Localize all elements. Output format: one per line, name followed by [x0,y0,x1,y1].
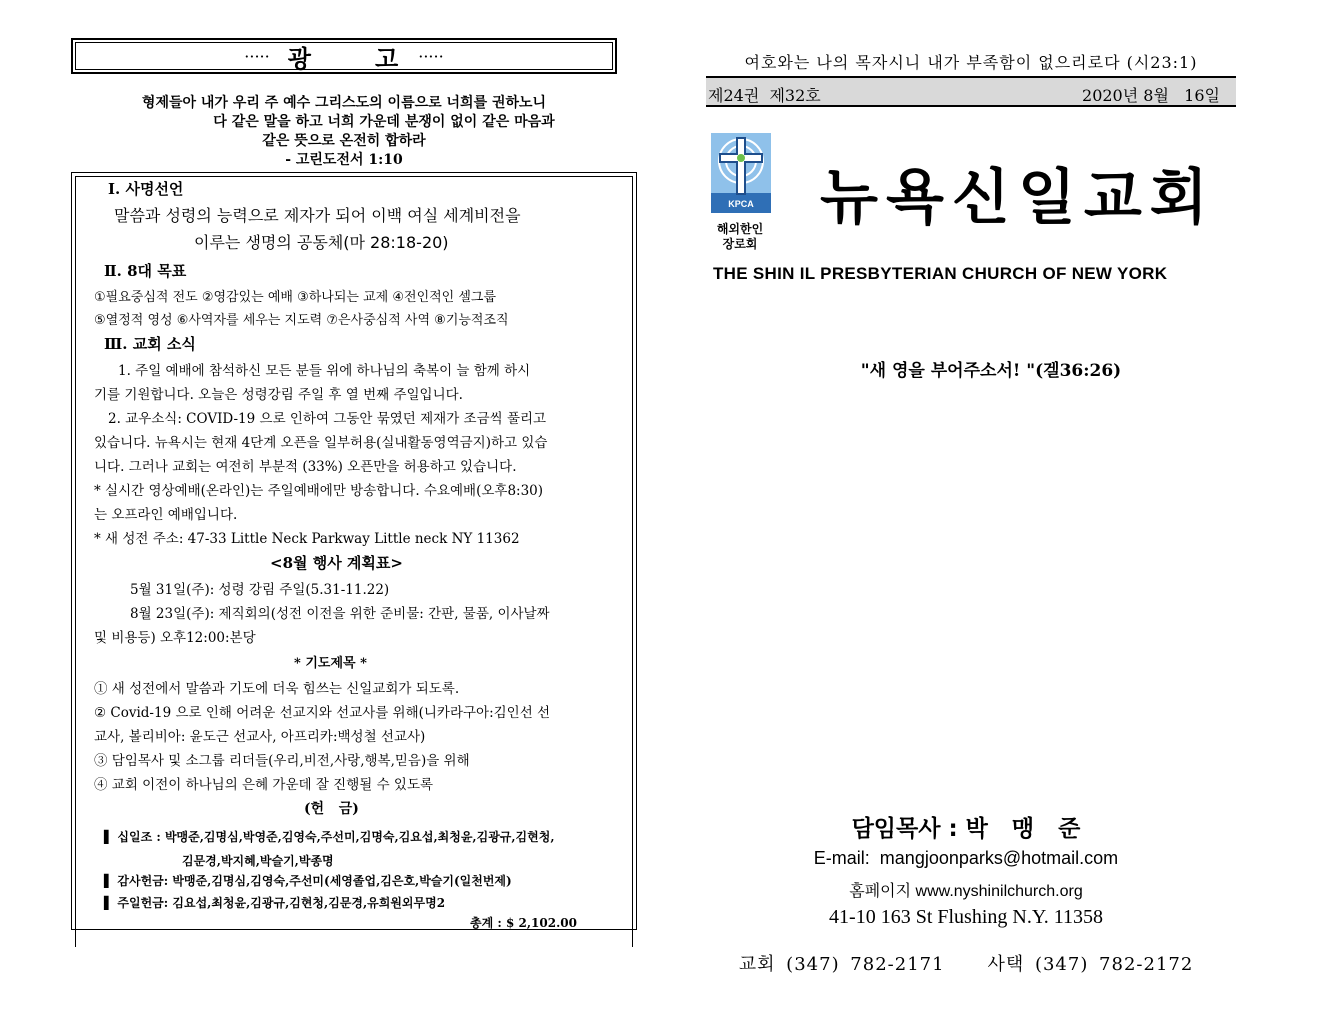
senior-pastor: 담임목사 : 박 맹 준 [851,816,1081,842]
prayer-line: 교사, 볼리비아: 윤도근 선교사, 아프리카:백성철 선교사) [94,729,426,745]
prayer-line: ④ 교회 이전이 하나님의 은혜 가운데 잘 진행될 수 있도록 [94,777,434,793]
mission-line: 이루는 생명의 공동체(마 28:18-20) [194,233,449,252]
offering-line: ▌ 주일헌금: 김요섭,최청윤,김광규,김현청,김문경,유희원외무명2 [104,896,446,910]
church-name-english: THE SHIN IL PRESBYTERIAN CHURCH OF NEW YORK [713,264,1168,283]
verse-line: 다 같은 말을 하고 너희 가운데 분쟁이 없이 같은 마음과 [213,114,555,130]
cross-logo-icon [711,133,771,213]
logo-caption-line: 장로회 [722,237,758,251]
verse-line: 형제들아 내가 우리 주 예수 그리스도의 이름으로 너희를 권하노니 [141,95,547,111]
homepage-link[interactable]: 홈페이지 www.nyshinilchurch.org [849,883,1083,900]
issue-number: 제24권 제32호 [708,86,821,105]
goal-line: ①필요중심적 전도 ②영감있는 예배 ③하나되는 교제 ④전인적인 셀그룹 [94,290,497,305]
issue-date: 2020년 8월 16일 [1082,86,1220,105]
church-name-korean: 뉴욕신일교회 [820,163,1216,233]
phone-numbers: 교회 (347) 782-2171 사택 (347) 782-2172 [738,954,1194,975]
logo-caption [700,222,780,252]
ad-header-box [71,38,617,74]
slogan: "새 영을 부어주소서! "(겔36:26) [860,361,1122,381]
logo-text: KPCA [728,199,754,209]
offering-heading: (헌 금) [304,801,359,817]
goals-heading: Ⅱ. 8대 목표 [104,262,187,280]
mission-heading: Ⅰ. 사명선언 [108,180,184,198]
church-address: 41-10 163 St Flushing N.Y. 11358 [829,906,1103,928]
schedule-line: 8월 23일(주): 제직회의(성전 이전을 위한 준비물: 간판, 물품, 이사날짜 [130,606,550,622]
prayer-line: ① 새 성전에서 말씀과 기도에 더욱 힘쓰는 신일교회가 되도록. [94,681,460,697]
verse-line: 같은 뜻으로 온전히 합하라 [262,133,426,149]
issue-bar [706,76,1236,107]
logo-caption-line: 해외한인 [716,222,764,236]
news-line: 2. 교우소식: COVID-19 으로 인하여 그동안 묶였던 제재가 조금씩 풀리고 [108,411,547,427]
ad-dots-left: ····· [244,46,270,66]
schedule-line: 5월 31일(주): 성령 강림 주일(5.31-11.22) [130,582,390,598]
news-line: 있습니다. 뉴욕시는 현재 4단계 오픈을 일부허용(실내활동영역금지)하고 있습 [94,435,548,451]
goal-line: ⑤열정적 영성 ⑥사역자를 세우는 지도력 ⑦은사중심적 사역 ⑧기능적조직 [94,313,509,328]
news-line: 기를 기원합니다. 오늘은 성령강림 주일 후 열 번째 주일입니다. [94,387,463,403]
news-heading: Ⅲ. 교회 소식 [104,335,196,353]
schedule-line: 및 비용등) 오후12:00:본당 [94,630,256,646]
email[interactable]: E-mail: mangjoonparks@hotmail.com [813,848,1119,868]
prayer-line: ② Covid-19 으로 인해 어려운 선교지와 선교사를 위해(니카라구아:김인선 선 [94,705,551,721]
announcements-box [71,172,637,930]
verse-reference: - 고린도전서 1:10 [285,152,403,168]
offering-line: ▌ 십일조 : 박맹준,김명심,박영준,김영숙,주선미,김명숙,김요섭,최청윤,김광규,김현청, [104,830,555,844]
prayer-line: ③ 담임목사 및 소그룹 리더들(우리,비전,사랑,행복,믿음)을 위해 [94,753,470,769]
news-line: 는 오프라인 예배입니다. [94,507,238,523]
ad-dots-right: ····· [418,46,444,66]
motto: 여호와는 나의 목자시니 내가 부족함이 없으리로다 (시23:1) [744,53,1198,72]
news-line: 니다. 그러나 교회는 여전히 부분적 (33%) 오픈만을 허용하고 있습니다. [94,459,517,475]
news-line: * 실시간 영상예배(온라인)는 주일예배에만 방송합니다. 수요예배(오후8:30) [94,483,544,499]
news-line: 1. 주일 예배에 참석하신 모든 분들 위에 하나님의 축복이 늘 함께 하시 [118,363,531,379]
offering-total: 총계 : $ 2,102.00 [470,916,577,930]
news-line: * 새 성전 주소: 47-33 Little Neck Parkway Little neck NY 11362 [94,531,520,547]
kpca-logo [711,133,771,213]
mission-line: 말씀과 성령의 능력으로 제자가 되어 이백 여실 세계비전을 [114,206,521,225]
prayer-heading: * 기도제목 * [294,656,367,671]
scripture-verse [71,94,617,170]
ad-title: 광 고 [287,43,401,73]
offering-line: ▌ 감사헌금: 박맹준,김명심,김영숙,주선미(세영졸업,김은호,박슬기(일천번제) [104,874,512,888]
offering-line: 김문경,박지혜,박슬기,박종명 [182,854,334,868]
schedule-heading: <8월 행사 계획표> [270,554,403,572]
